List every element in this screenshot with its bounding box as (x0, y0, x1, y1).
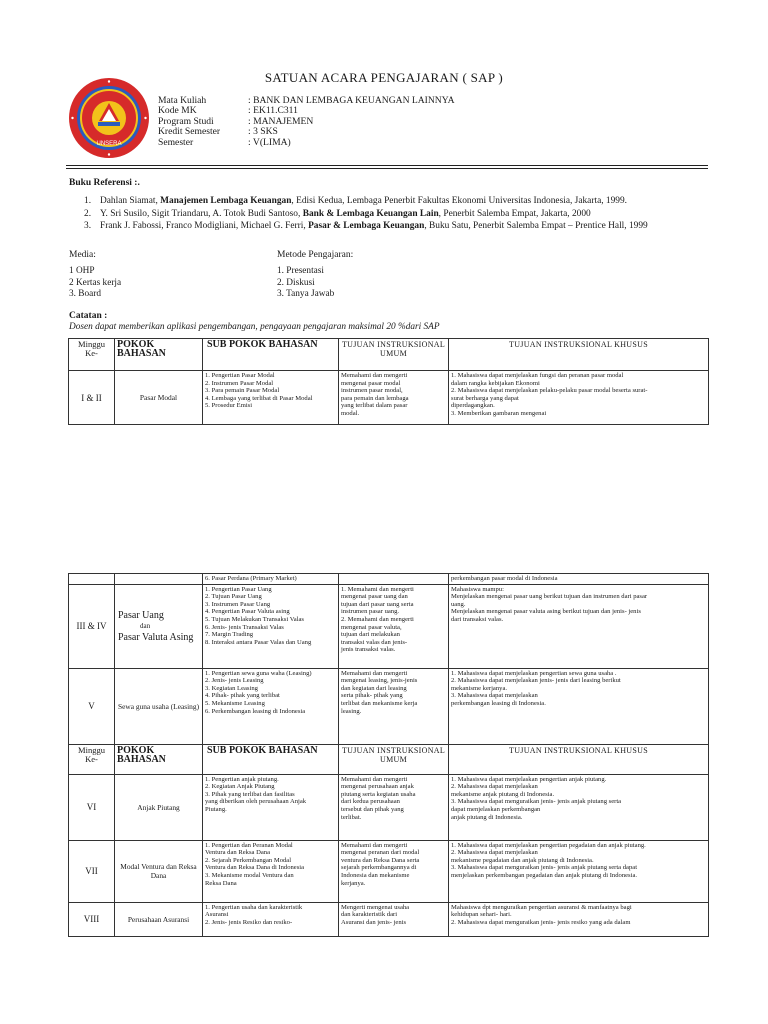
header-pokok: POKOK BAHASAN (115, 339, 203, 371)
sub-topic-cell-line: Reksa Dana (205, 879, 237, 887)
sub-topic-cell-line: Asuransi (205, 911, 229, 919)
sub-topic-cell-line: yang diberikan oleh perusahaan Anjak (205, 798, 307, 806)
sap-table-1 (68, 338, 709, 425)
tik-cell-line: anjak piutang di Indonesia. (451, 813, 523, 821)
tik-cell-line: Mahasiswa mampu: (451, 585, 504, 593)
tik-cell-line: 1. Mahasiswa dapat menjelaskan fungsi dan peranan pasar modal (451, 372, 624, 379)
course-info-value: : V(LIMA) (248, 136, 291, 148)
header-tik: TUJUAN INSTRUKSIONAL KHUSUS (449, 744, 709, 774)
header-tiu: TUJUAN INSTRUKSIONAL UMUM (339, 339, 449, 371)
references-label: Buku Referensi :. (69, 178, 140, 188)
reference-publisher: , Buku Satu, Penerbit Salemba Empat – Prentice Hall, 1999 (424, 221, 648, 232)
tik-cell-line: 2. Mahasiswa dapat menjelaskan (451, 849, 538, 857)
tiu-cell-line: yang terlibat dalam pasar (341, 402, 408, 410)
reference-book-title: Bank & Lembaga Keuangan Lain (302, 208, 439, 219)
metode-label: Metode Pengajaran: (277, 250, 354, 260)
tiu-cell-line: 1. Memahami dan mengerti (341, 585, 414, 593)
tiu-cell-line: leasing. (341, 707, 362, 715)
course-info-value: : BANK DAN LEMBAGA KEUANGAN LAINNYA (248, 95, 455, 106)
sub-topic-cell-line: 7. Margin Trading (205, 631, 254, 639)
table-row (69, 774, 709, 840)
reference-authors: Dahlan Siamat, (100, 196, 161, 206)
tiu-cell-line: mengenai leasing, jenis-jenis (341, 677, 418, 685)
sub-topic-cell-line: 3. Kegiatan Leasing (205, 684, 258, 692)
sub-topic-cell-line: Ventura dan Reksa Dana di Indonesia (205, 864, 305, 872)
tiu-cell-line: mengenai peranan dari modal (341, 849, 420, 857)
tiu-cell-line: Memahami dan mengerti (341, 841, 408, 849)
sub-topic-cell-line: 1. Pengertian usaha dan karakteristik (205, 903, 303, 911)
sub-topic-cell-line: 2. Jenis- jenis Resiko dan resiko- (205, 918, 293, 926)
tik-cell (449, 574, 709, 585)
tik-cell-line: mekanisme pegadaian dan anjak piutang di Indonesia. (451, 856, 594, 864)
header-tik: TUJUAN INSTRUKSIONAL KHUSUS (449, 339, 709, 371)
tiu-cell-line: Memahami dan mengerti (341, 372, 408, 379)
tiu-cell-line: piutang serta kegiatan usaha (341, 790, 416, 798)
sub-topic-cell-line: 3. Pihak yang terlibat dan fasilitas (205, 790, 295, 798)
media-label: Media: (69, 250, 96, 260)
tik-cell-line: menjelaskan perkembangan pegadaian dan anjak piutang di Indonesia. (451, 871, 638, 879)
catatan-text: Dosen dapat memberikan aplikasi pengembangan, pengayaan pengajaran maksimal 20 %dari SAP (69, 322, 440, 332)
sub-topic-cell (203, 902, 339, 936)
sub-topic-cell-line: 2. Sejarah Perkembangan Modal (205, 856, 292, 864)
sub-topic-cell (203, 574, 339, 585)
tiu-cell-line: tujuan dari melakukan (341, 631, 400, 639)
tik-cell-line: 1. Mahasiswa dapat menjelaskan pengertian pegadaian dan anjak piutang. (451, 841, 646, 849)
topic-cell (115, 584, 203, 668)
sub-topic-cell-line: 5. Prosedur Emisi (205, 402, 253, 410)
header-sub: SUB POKOK BAHASAN (203, 339, 339, 371)
sub-topic-cell-line: 2. Tujuan Pasar Uang (205, 593, 262, 601)
tik-cell (449, 902, 709, 936)
tik-cell-line: diperdagangkan. (451, 402, 495, 410)
tik-cell-line: 2. Mahasiswa dapat menjelaskan (451, 783, 538, 791)
sub-topic-cell (203, 668, 339, 744)
tiu-cell (339, 902, 449, 936)
header-minggu: Minggu Ke- (69, 339, 115, 371)
week-cell: V (69, 668, 115, 744)
tik-cell-line: Menjelaskan mengenai pasar valuta asing berikut tujuan dan jenis- jenis (451, 608, 641, 616)
topic-cell: Modal Ventura dan Reksa Dana (115, 840, 203, 902)
sub-topic-cell (203, 371, 339, 425)
sub-topic-cell-line: 3. Instrumen Pasar Uang (205, 600, 271, 608)
topic-cell: Perusahaan Asuransi (115, 902, 203, 936)
tik-cell-line: Menjelaskan mengenai pasar uang berikut tujuan dan instrumen dari pasar (451, 593, 648, 601)
topic-line: Pasar Valuta Asing (118, 631, 194, 643)
tiu-cell-line: kerjanya. (341, 879, 366, 887)
course-info-value: : MANAJEMEN (248, 115, 314, 127)
sub-topic-cell-line: 1. Pengertian Pasar Modal (205, 372, 275, 379)
reference-publisher: , Penerbit Salemba Empat, Jakarta, 2000 (438, 208, 591, 219)
sub-topic-cell-line: 6. Jenis- jenis Transaksi Valas (205, 623, 284, 631)
topic-cell: Pasar Modal (115, 371, 203, 425)
tik-cell-line: 3. Mahasiswa dapat menguraikan jenis- jenis anjak piutang serta dapat (451, 864, 638, 872)
tiu-cell-line: ventura dan Reksa Dana serta (341, 856, 420, 864)
tik-cell-line: dalam rangka kebijakan Ekonomi (451, 379, 540, 387)
references-list (84, 195, 704, 233)
tiu-cell (339, 668, 449, 744)
sap-table-2 (68, 573, 709, 937)
tik-cell-line: 3. Mahasiswa dapat menguraikan jenis- jenis anjak piutang serta (451, 798, 622, 806)
topic-line: Pasar Uang (118, 609, 164, 621)
table-row (69, 840, 709, 902)
tik-cell-line: perkembangan leasing di Indonesia. (451, 699, 546, 707)
tiu-cell-line: mengenai perusahaan anjak (341, 783, 414, 791)
tiu-cell-line: dari kedua perusahaan (341, 798, 400, 806)
tik-cell (449, 371, 709, 425)
tik-cell-line: mekanisme anjak piutang di Indonesia. (451, 790, 555, 798)
tiu-cell-line: modal. (341, 409, 360, 417)
topic-cell: Anjak Piutang (115, 774, 203, 840)
tiu-cell-line: 2. Memahami dan mengerti (341, 615, 414, 623)
tik-cell-line: kehidupan sehari- hari. (451, 911, 512, 919)
reference-text (100, 195, 627, 208)
divider (66, 168, 708, 169)
tiu-cell-line: terlibat dan mekanisme kerja (341, 699, 418, 707)
reference-number: 3. (84, 221, 92, 232)
sub-topic-cell-line: 4. Pengertian Pasar Valuta asing (205, 608, 290, 616)
tiu-cell-line: Asuransi dan jenis- jenis (341, 918, 407, 926)
week-cell (69, 574, 115, 585)
tiu-cell (339, 574, 449, 585)
sub-topic-cell-line: 1. Pengertian dan Peranan Modal (205, 841, 293, 849)
university-logo (68, 77, 150, 159)
week-cell: VII (69, 840, 115, 902)
document-title: SATUAN ACARA PENGAJARAN ( SAP ) (264, 70, 504, 85)
sub-topic-cell-line: 1. Pengertian Pasar Uang (205, 585, 272, 593)
tiu-cell (339, 840, 449, 902)
tik-cell-line: 2. Mahasiswa dapat menjelaskan jenis- jenis dari leasing berikut (451, 677, 621, 685)
tiu-cell-line: para pemain dan lembaga (341, 394, 409, 402)
table-row (69, 902, 709, 936)
reference-item (84, 220, 704, 233)
tiu-cell-line: mengenai pasar valuta, (341, 623, 402, 631)
header-minggu: Minggu Ke- (69, 744, 115, 774)
sub-topic-cell-line: 6. Perkembangan leasing di Indonesia (205, 707, 306, 715)
table-row (69, 668, 709, 744)
sub-topic-cell-line: 2. Instrumen Pasar Modal (205, 379, 274, 387)
reference-item (84, 208, 704, 221)
tiu-cell-line: jenis transaksi valas. (341, 646, 396, 654)
course-info-key: Program Studi (158, 115, 214, 127)
tik-cell-line: mekanisme kerjanya. (451, 684, 508, 692)
course-info (158, 96, 508, 148)
week-cell: I & II (69, 371, 115, 425)
table-row (69, 574, 709, 585)
tiu-cell-line: mengenai pasar uang dan (341, 593, 408, 601)
tik-cell-line: 1. Mahasiswa dapat menjelaskan pengertian sewa guna usaha . (451, 669, 617, 677)
tiu-cell (339, 371, 449, 425)
course-info-key: Kode MK (158, 105, 197, 117)
topic-cell (115, 574, 203, 585)
sub-topic-cell-line: 8. Interaksi antara Pasar Valas dan Uang (205, 638, 312, 646)
sub-topic-cell (203, 840, 339, 902)
reference-book-title: Pasar & Lembaga Keuangan (308, 221, 425, 232)
tiu-cell-line: serta pihak- pihak yang (341, 692, 403, 700)
sub-topic-cell-line: Piutang. (205, 805, 227, 813)
course-info-value: : 3 SKS (248, 126, 278, 138)
tik-cell-line: dapat menjelaskan perkembangan (451, 805, 541, 813)
tik-cell-line: 2. Mahasiswa dapat menjelaskan pelaku-pelaku pasar modal beserta surat- (451, 387, 648, 395)
media-list (69, 266, 121, 301)
tiu-cell-line: Memahami dan mengerti (341, 775, 408, 783)
topic-cell: Sewa guna usaha (Leasing) (115, 668, 203, 744)
reference-number: 1. (84, 196, 92, 206)
tiu-cell (339, 584, 449, 668)
reference-book-title: Manajemen Lembaga Keuangan (160, 196, 292, 206)
tik-cell-line: 3. Mahasiswa dapat menjelaskan (451, 692, 538, 700)
sub-topic-cell (203, 584, 339, 668)
divider (66, 165, 708, 166)
catatan-label: Catatan : (69, 311, 108, 321)
tik-cell (449, 584, 709, 668)
reference-authors: Y. Sri Susilo, Sigit Triandaru, A. Totok Budi Santoso, (100, 208, 303, 219)
sub-topic-cell-line: 1. Pengertian anjak piutang. (205, 775, 279, 783)
sub-topic-cell-line: 3. Mekanisme modal Ventura dan (205, 871, 294, 879)
tik-cell-line: uang. (451, 600, 466, 608)
metode-item: 2. Diskusi (277, 277, 315, 288)
reference-item (84, 195, 704, 208)
tiu-cell-line: tersebut dan pihak yang (341, 805, 404, 813)
reference-text (100, 220, 648, 233)
course-info-key: Semester (158, 136, 194, 148)
sub-topic-cell-line: 4. Pihak- pihak yang terlibat (205, 692, 280, 700)
tik-cell-line: 3. Memberikan gambaran mengenai (451, 409, 547, 417)
sub-topic-cell-line: 2. Jenis- jenis Leasing (205, 677, 264, 685)
tiu-cell-line: dan kegiatan dari leasing (341, 684, 407, 692)
course-info-row (158, 127, 508, 137)
course-info-row (158, 96, 508, 106)
course-info-key: Kredit Semester (158, 126, 221, 138)
tiu-cell-line: mengenai pasar modal (341, 379, 401, 387)
metode-item: 3. Tanya Jawab (277, 289, 335, 299)
header-pokok: POKOK BAHASAN (115, 744, 203, 774)
week-cell: VIII (69, 902, 115, 936)
table-row (69, 584, 709, 668)
tiu-cell-line: Indonesia dan mekanisme (341, 871, 410, 879)
sub-topic-cell-line: 5. Mekanisme Leasing (205, 699, 265, 707)
tiu-cell-line: instrumen pasar modal, (341, 387, 403, 395)
course-info-value: : EK11.C311 (248, 105, 298, 117)
tiu-cell-line: tujuan dari pasar uang serta (341, 600, 414, 608)
sub-topic-cell-line: 4. Lembaga yang terlibat di Pasar Modal (205, 394, 313, 402)
tik-cell-line: Mahasiswa dpt menguraikan pengertian asuransi & manfaatnya bagi (451, 903, 632, 911)
tiu-cell-line: sejarah perkembangannya di (341, 864, 417, 872)
header-sub: SUB POKOK BAHASAN (203, 744, 339, 774)
tiu-cell-line: dan karakteristik dari (341, 911, 398, 919)
table-header-row (69, 339, 709, 371)
week-cell: III & IV (69, 584, 115, 668)
sub-topic-cell-line: 1. Pengertian sewa guna waha (Leasing) (205, 669, 312, 677)
media-item: 2 Kertas kerja (69, 277, 122, 288)
sub-topic-cell-line: Ventura dan Reksa Dana (205, 849, 270, 857)
metode-item: 1. Presentasi (277, 266, 324, 276)
tik-cell-line: 2. Mahasiswa dapat menguraikan jenis- jenis resiko yang ada dalam (451, 918, 631, 926)
reference-authors: Frank J. Fabossi, Franco Modigliani, Michael G. Ferri, (100, 221, 309, 232)
topic-conjunction: dan (140, 621, 151, 630)
reference-publisher: , Edisi Kedua, Lembaga Penerbit Fakultas Ekonomi Universitas Indonesia, Jakarta, 1999. (291, 196, 628, 206)
tiu-cell-line: transaksi valas dan jenis- (341, 638, 408, 646)
tik-cell-line: perkembangan pasar modal di Indonesia (451, 575, 558, 582)
tiu-cell-line: instrumen pasar uang. (341, 608, 400, 616)
tiu-cell-line: Mengerti mengenai usaha (341, 903, 410, 911)
week-cell: VI (69, 774, 115, 840)
course-info-key: Mata Kuliah (158, 95, 207, 106)
media-item: 3. Board (69, 289, 102, 299)
tik-cell (449, 668, 709, 744)
sub-topic-cell-line: 3. Para pemain Pasar Modal (205, 387, 280, 395)
media-item: 1 OHP (69, 266, 95, 276)
tik-cell-line: dari transaksi valas. (451, 615, 504, 623)
tiu-cell (339, 774, 449, 840)
reference-number: 2. (84, 208, 92, 219)
header-tiu: TUJUAN INSTRUKSIONAL UMUM (339, 744, 449, 774)
sub-topic-cell-line: 2. Kegiatan Anjak Piutang (205, 783, 275, 791)
tik-cell-line: surat berharga yang dapat (451, 394, 519, 402)
course-info-row (158, 138, 508, 148)
tik-cell (449, 840, 709, 902)
tik-cell (449, 774, 709, 840)
metode-list (277, 266, 334, 301)
reference-text (100, 208, 591, 221)
tiu-cell-line: terlibat. (341, 813, 362, 821)
sub-topic-cell (203, 774, 339, 840)
table-header-row (69, 744, 709, 774)
sub-topic-cell-line: 6. Pasar Perdana (Primary Market) (205, 575, 297, 582)
svg-text:UNSERA: UNSERA (96, 141, 122, 147)
table-row (69, 371, 709, 425)
tiu-cell-line: Memahami dan mengerti (341, 669, 408, 677)
tik-cell-line: 1. Mahasiswa dapat menjelaskan pengertian anjak piutang. (451, 775, 607, 783)
sub-topic-cell-line: 5. Tujuan Melakukan Transaksi Valas (205, 615, 304, 623)
